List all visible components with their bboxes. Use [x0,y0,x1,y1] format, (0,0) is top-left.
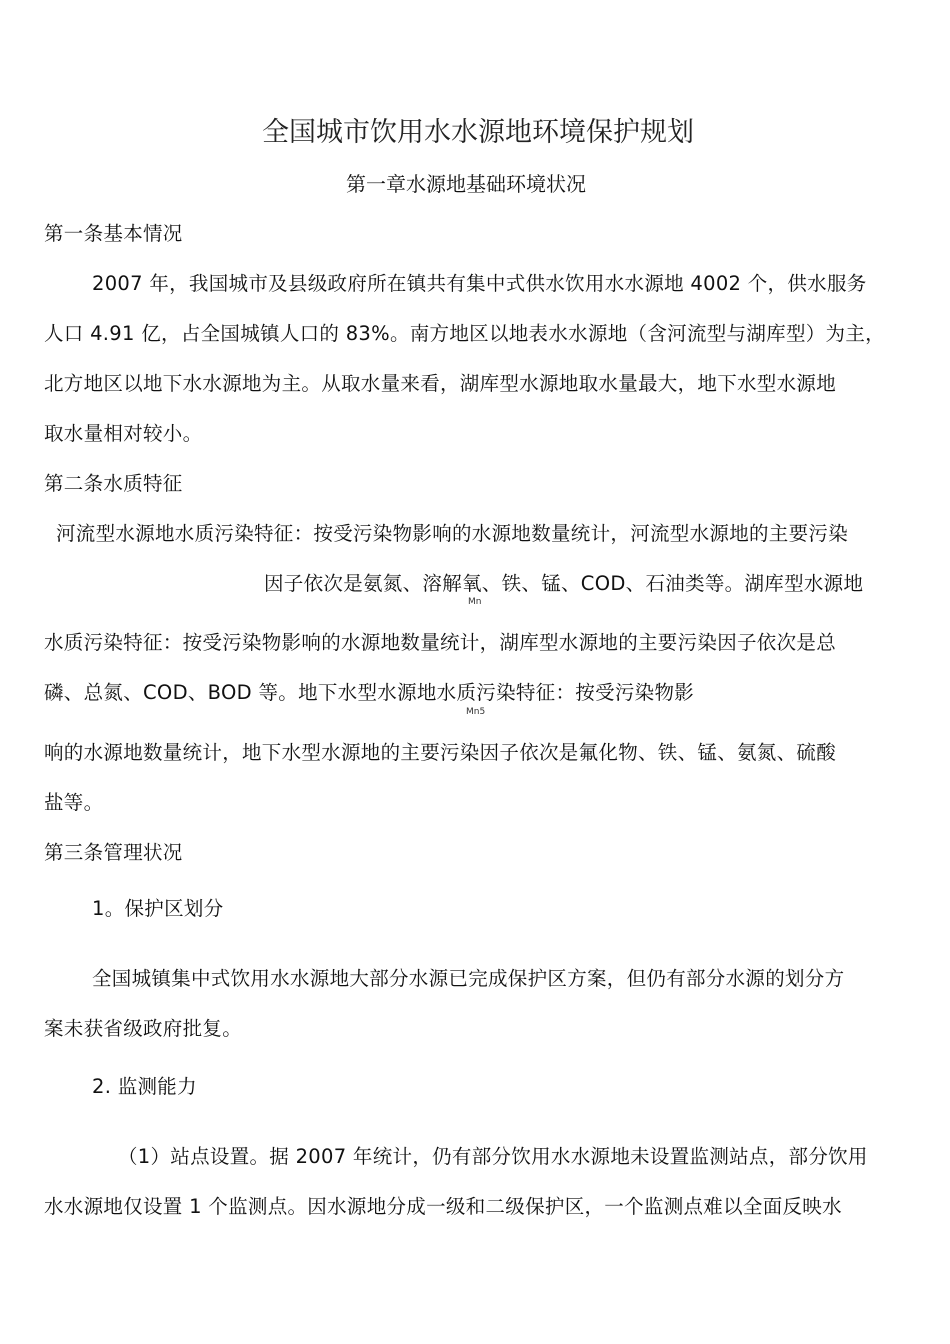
article-2-line-2: 因子依次是氨氮、溶解氧、铁、锰、COD、石油类等。湖库型水源地 [264,572,864,595]
item-2-heading: 2. 监测能力 [92,1075,197,1098]
item-2-line-2: 水水源地仅设置 1 个监测点。因水源地分成一级和二级保护区，一个监测点难以全面反映水 [44,1195,842,1218]
item-1-line-2: 案未获省级政府批复。 [44,1017,243,1040]
article-2-line-1: 河流型水源地水质污染特征：按受污染物影响的水源地数量统计，河流型水源地的主要污染 [56,522,849,545]
item-2-line-1: （1）站点设置。据 2007 年统计，仍有部分饮用水水源地未设置监测站点，部分饮用 [118,1145,868,1168]
article-2-line-6: 盐等。 [44,791,104,814]
chapter-heading: 第一章水源地基础环境状况 [346,172,586,196]
article-2-line-3: 水质污染特征：按受污染物影响的水源地数量统计，湖库型水源地的主要污染因子依次是总 [44,631,837,654]
subscript-mn5: Mn5 [466,707,486,717]
item-1-heading: 1。保护区划分 [92,897,224,920]
article-2-line-5: 响的水源地数量统计，地下水型水源地的主要污染因子依次是氟化物、铁、锰、氨氮、硫酸 [44,741,837,764]
item-1-line-1: 全国城镇集中式饮用水水源地大部分水源已完成保护区方案，但仍有部分水源的划分方 [92,967,845,990]
subscript-mn: Mn [468,597,482,607]
article-1-line-2: 人口 4.91 亿，占全国城镇人口的 83%。南方地区以地表水水源地（含河流型与湖库型）为主， [44,322,885,345]
article-1-line-1: 2007 年，我国城市及县级政府所在镇共有集中式供水饮用水水源地 4002 个，供水服务 [92,272,867,295]
article-2-heading: 第二条水质特征 [44,472,183,495]
article-2-line-4: 磷、总氮、COD、BOD 等。地下水型水源地水质污染特征：按受污染物影 [44,681,695,704]
article-1-line-3: 北方地区以地下水水源地为主。从取水量来看，湖库型水源地取水量最大，地下水型水源地 [44,372,837,395]
article-3-heading: 第三条管理状况 [44,841,183,864]
article-1-heading: 第一条基本情况 [44,222,183,245]
document-title: 全国城市饮用水水源地环境保护规划 [262,117,694,148]
article-1-line-4: 取水量相对较小。 [44,422,203,445]
